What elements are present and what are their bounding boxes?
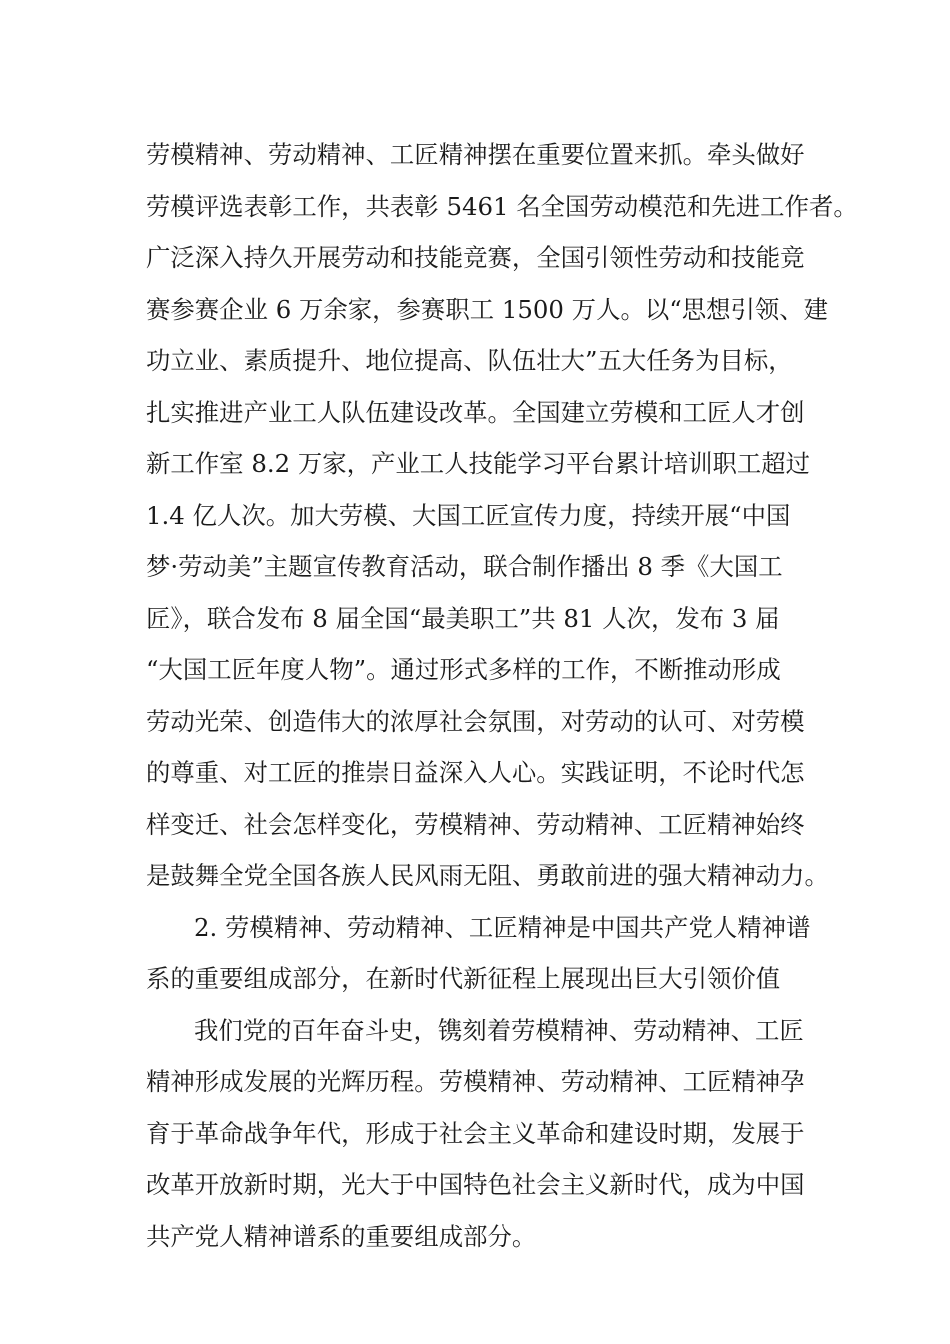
text-line: 我们党的百年奋斗史，镌刻着劳模精神、劳动精神、工匠 bbox=[194, 1015, 804, 1045]
section-heading-line: 2. 劳模精神、劳动精神、工匠精神是中国共产党人精神谱 bbox=[194, 912, 811, 942]
text-line: 功立业、素质提升、地位提高、队伍壮大”五大任务为目标， bbox=[146, 346, 793, 375]
text-line: 共产党人精神谱系的重要组成部分。 bbox=[146, 1221, 537, 1251]
text-line: 梦·劳动美”主题宣传教育活动，联合制作播出 8 季《大国工 bbox=[146, 552, 783, 581]
section-heading-line: 系的重要组成部分，在新时代新征程上展现出巨大引领价值 bbox=[146, 964, 781, 993]
document-body bbox=[146, 129, 858, 1262]
text-line: 扎实推进产业工人队伍建设改革。全国建立劳模和工匠人才创 bbox=[146, 397, 805, 427]
text-line: 新工作室 8.2 万家，产业工人技能学习平台累计培训职工超过 bbox=[146, 449, 811, 478]
text-line: 精神形成发展的光辉历程。劳模精神、劳动精神、工匠精神孕 bbox=[146, 1067, 805, 1096]
text-line: 劳动光荣、创造伟大的浓厚社会氛围，对劳动的认可、对劳模 bbox=[146, 706, 805, 736]
text-line: 改革开放新时期，光大于中国特色社会主义新时代，成为中国 bbox=[146, 1170, 805, 1199]
text-line: 的尊重、对工匠的推崇日益深入人心。实践证明，不论时代怎 bbox=[146, 758, 805, 787]
text-line: 劳模评选表彰工作，共表彰 5461 名全国劳动模范和先进工作者。 bbox=[146, 191, 858, 221]
text-line: 样变迁、社会怎样变化，劳模精神、劳动精神、工匠精神始终 bbox=[146, 809, 805, 839]
text-line: 育于革命战争年代，形成于社会主义革命和建设时期，发展于 bbox=[146, 1118, 805, 1148]
text-line: 赛参赛企业 6 万余家，参赛职工 1500 万人。以“思想引领、建 bbox=[146, 294, 829, 324]
text-line: 劳模精神、劳动精神、工匠精神摆在重要位置来抓。牵头做好 bbox=[146, 140, 805, 169]
text-line: 是鼓舞全党全国各族人民风雨无阻、勇敢前进的强大精神动力。 bbox=[146, 861, 829, 890]
text-line: “大国工匠年度人物”。通过形式多样的工作，不断推动形成 bbox=[146, 655, 781, 684]
text-line: 广泛深入持久开展劳动和技能竞赛，全国引领性劳动和技能竞 bbox=[146, 243, 805, 272]
text-line: 匠》，联合发布 8 届全国“最美职工”共 81 人次，发布 3 届 bbox=[146, 603, 780, 633]
text-line: 1.4 亿人次。加大劳模、大国工匠宣传力度，持续开展“中国 bbox=[146, 500, 791, 530]
